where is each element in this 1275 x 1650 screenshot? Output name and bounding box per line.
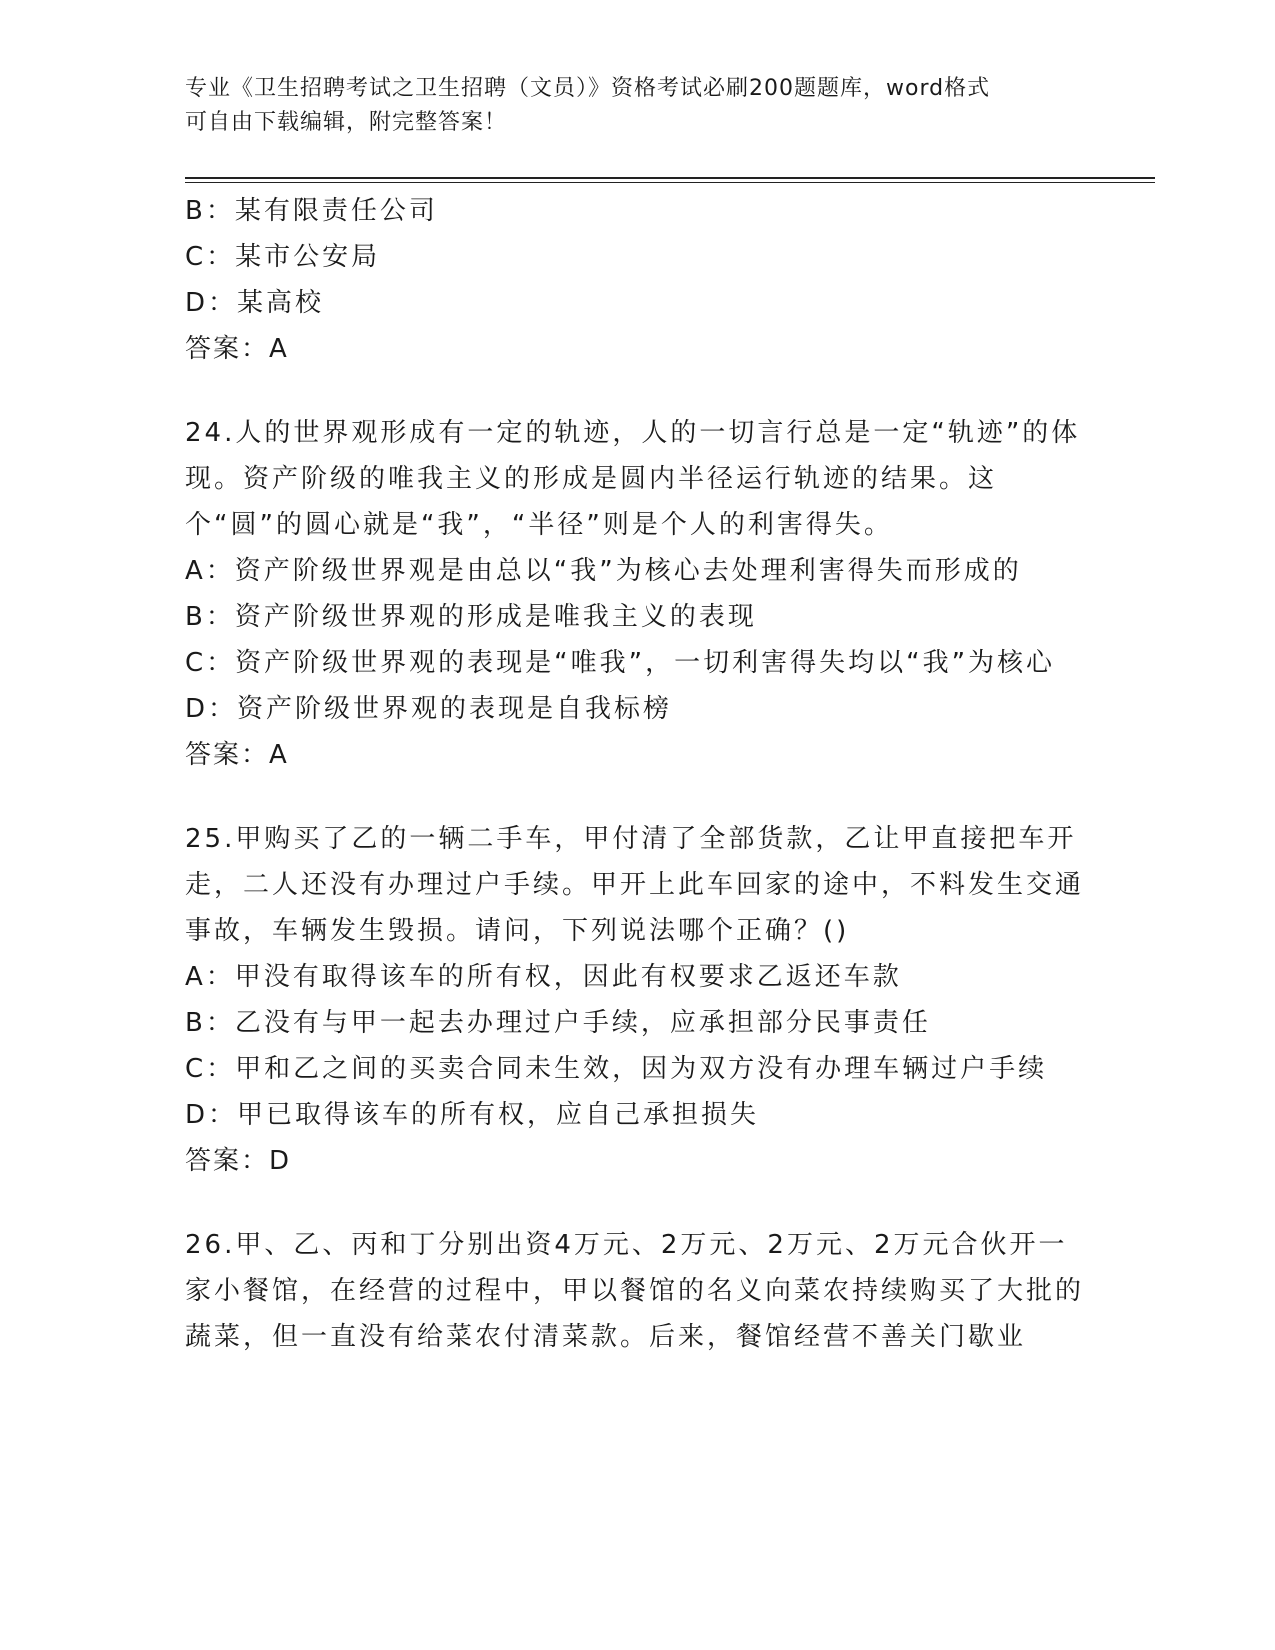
question-text: 25.甲购买了乙的一辆二手车，甲付清了全部货款，乙让甲直接把车开走，二人还没有办理过户手续。甲开上此车回家的途中，不料发生交通事故，车辆发生毁损。请问，下列说法哪个正确？() [185,824,1085,946]
option: A：资产阶级世界观是由总以“我”为核心去处理利害得失而形成的 [185,556,1022,586]
header-rule-thick [185,177,1155,179]
document-body [185,188,1085,1360]
question-26 [185,1222,1085,1360]
answer: 答案：D [185,1146,292,1176]
question-text: 24.人的世界观形成有一定的轨迹，人的一切言行总是一定“轨迹”的体现。资产阶级的唯我主义的形成是圆内半径运行轨迹的结果。这个“圆”的圆心就是“我”，“半径”则是个人的利害得失。 [185,418,1081,540]
option: D：甲已取得该车的所有权，应自己承担损失 [185,1100,760,1130]
document-header [185,72,1085,140]
option: C：资产阶级世界观的表现是“唯我”，一切利害得失均以“我”为核心 [185,648,1056,678]
question-24 [185,410,1085,778]
question-text: 26.甲、乙、丙和丁分别出资4万元、2万元、2万元、2万元合伙开一家小餐馆，在经营的过程中，甲以餐馆的名义向菜农持续购买了大批的蔬菜，但一直没有给菜农付清菜款。后来，餐馆经营不善关门歇业 [185,1230,1085,1352]
prev-question-tail [185,188,1085,372]
option: C：甲和乙之间的买卖合同未生效，因为双方没有办理车辆过户手续 [185,1054,1048,1084]
option: B：资产阶级世界观的形成是唯我主义的表现 [185,602,757,632]
header-line-1: 专业《卫生招聘考试之卫生招聘（文员）》资格考试必刷200题题库，word格式 [185,76,991,101]
header-rule-thin [185,182,1155,183]
answer: 答案：A [185,740,289,770]
header-line-2: 可自由下载编辑，附完整答案！ [185,110,508,135]
option: C：某市公安局 [185,242,381,272]
option: D：资产阶级世界观的表现是自我标榜 [185,694,673,724]
option: A：甲没有取得该车的所有权，因此有权要求乙返还车款 [185,962,902,992]
option: B：乙没有与甲一起去办理过户手续，应承担部分民事责任 [185,1008,931,1038]
answer: 答案：A [185,334,289,364]
option: B：某有限责任公司 [185,196,438,226]
option: D：某高校 [185,288,325,318]
question-25 [185,816,1085,1184]
